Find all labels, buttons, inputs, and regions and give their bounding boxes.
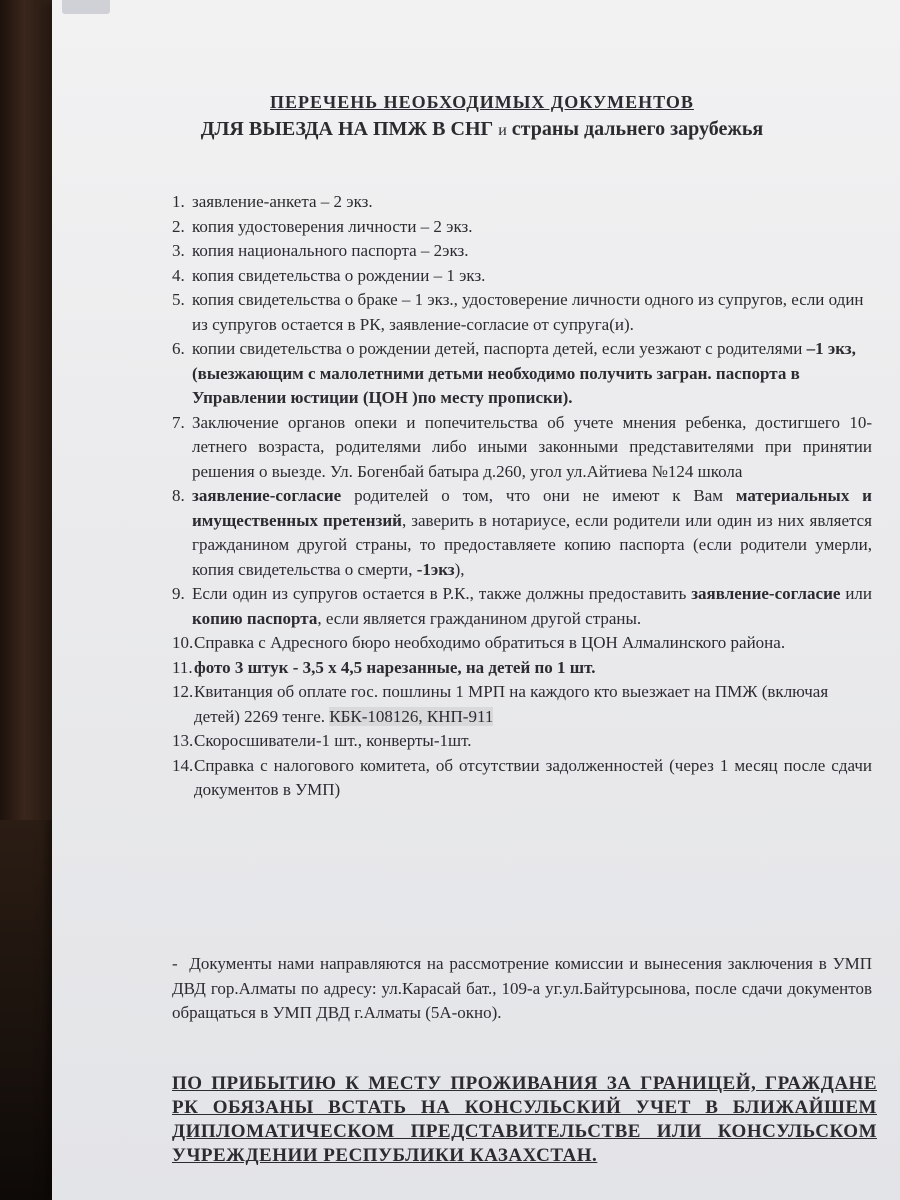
item-text-bold: фото 3 штук - 3,5 х 4,5 нарезанные, на детей по 1 шт.	[194, 657, 596, 677]
item-text: или	[840, 584, 872, 603]
list-item	[172, 484, 872, 582]
subtitle-part-1: ДЛЯ ВЫЕЗДА НА ПМЖ В СНГ	[200, 118, 499, 140]
item-text: ),	[454, 559, 465, 579]
note-text: Документы нами направляются на рассмотрение комиссии и вынесения заключения в УМП ДВД гор.Алматы по адресу: ул.Карасай бат., 109-а уг.ул.Байтурсынова, после сдачи документов обращаться в УМП ДВД г.Алматы (5А-окно).	[172, 954, 872, 1022]
documents-list	[172, 190, 872, 803]
subtitle-part-3: страны дальнего зарубежья	[506, 118, 764, 140]
item-number: 11.	[172, 657, 193, 677]
item-number: 10.	[172, 633, 194, 652]
item-text: Заключение органов опеки и попечительства об учете мнения ребенка, достигшего 10-летнего возраста, родителями либо иными законными представителями при принятии решения о выезде. Ул. Богенбай батыра д.260, угол ул.Айтиева №124 школа	[192, 412, 872, 481]
subtitle-part-2: и	[498, 122, 507, 139]
list-item	[172, 729, 872, 754]
item-text-bold: заявление-согласие	[192, 486, 342, 505]
item-number: 6.	[172, 339, 185, 358]
list-item	[172, 754, 872, 803]
document-title: ПЕРЕЧЕНЬ НЕОБХОДИМЫХ ДОКУМЕНТОВ	[270, 92, 694, 112]
note-paragraph	[172, 952, 872, 1026]
list-item	[172, 215, 872, 240]
item-number: 4.	[172, 265, 185, 285]
item-number: 13.	[172, 731, 194, 750]
item-text-bold: -1экз	[416, 559, 455, 579]
list-item	[172, 288, 872, 337]
item-text: Скоросшиватели-1 шт., конверты-1шт.	[194, 731, 472, 750]
paper-clip-tab	[62, 0, 110, 14]
item-text-bold: заявление-согласие	[691, 584, 841, 603]
item-number: 9.	[172, 584, 185, 603]
item-number: 14.	[172, 755, 194, 775]
item-number: 12.	[172, 682, 194, 701]
item-text: Справка с налогового комитета, об отсутствии задолженностей (через 1 месяц после сдачи документов в УМП)	[194, 755, 872, 799]
item-text: копия свидетельства о браке – 1 экз., удостоверение личности одного из супругов, если один из супругов остается в РК, заявление-согласие от супруга(и).	[192, 290, 864, 334]
list-item	[172, 337, 872, 411]
item-text-bold: материальных и имущественных претензий	[192, 486, 872, 530]
item-text: Справка с Адресного бюро необходимо обратиться в ЦОН Алмалинского района.	[194, 633, 786, 652]
list-item	[172, 680, 872, 729]
item-text: копия свидетельства о рождении – 1 экз.	[192, 265, 486, 285]
list-item	[172, 411, 872, 485]
item-number: 5.	[172, 290, 185, 309]
note-dash: -	[172, 954, 178, 973]
document-page	[52, 0, 900, 1200]
item-text: , заверить в нотариусе, если родители или один из них является гражданином другой страны, то предоставляете копию паспорта (если родители умерли, копия свидетельства о смерти,	[192, 510, 872, 579]
item-number: 8.	[172, 486, 185, 505]
item-text: заявление-анкета – 2 экз.	[192, 192, 373, 211]
item-text: копия удостоверения личности – 2 экз.	[192, 216, 473, 236]
item-text-bold: –1 экз, (выезжающим с малолетними детьми необходимо получить загран. паспорта в Управлении юстиции (ЦОН )по месту прописки).	[192, 339, 856, 407]
list-item	[172, 582, 872, 631]
list-item	[172, 631, 872, 656]
item-text: Квитанция об оплате гос. пошлины 1 МРП на каждого кто выезжает на ПМЖ (включая детей) 2269 тенге.	[194, 682, 829, 726]
item-number: 2.	[172, 216, 185, 236]
document-subtitle	[52, 118, 900, 141]
highlighted-code: КБК-108126, КНП-911	[329, 706, 494, 726]
item-text-bold: копию паспорта	[192, 608, 318, 628]
list-item	[172, 190, 872, 215]
item-text: копия национального паспорта – 2экз.	[192, 241, 469, 260]
item-number: 7.	[172, 412, 185, 432]
item-text: Если один из супругов остается в Р.К., также должны предоставить	[192, 584, 692, 603]
list-item	[172, 264, 872, 289]
item-text: копии свидетельства о рождении детей, паспорта детей, если уезжают с родителями	[192, 339, 807, 358]
item-number: 3.	[172, 241, 185, 260]
list-item	[172, 239, 872, 264]
item-text: , если является гражданином другой страны.	[317, 608, 642, 628]
footer-notice: ПО ПРИБЫТИЮ К МЕСТУ ПРОЖИВАНИЯ ЗА ГРАНИЦЕЙ, ГРАЖДАНЕ РК ОБЯЗАНЫ ВСТАТЬ НА КОНСУЛЬСКИЙ УЧЕТ В БЛИЖАЙШЕМ ДИПЛОМАТИЧЕСКОМ ПРЕДСТАВИТЕЛЬСТВЕ ИЛИ КОНСУЛЬСКОМ УЧРЕЖДЕНИИ РЕСПУБЛИКИ КАЗАХСТАН.	[172, 1073, 877, 1166]
item-number: 1.	[172, 192, 185, 211]
item-text: родителей о том, что они не имеют к Вам	[341, 486, 736, 505]
list-item	[172, 656, 872, 681]
